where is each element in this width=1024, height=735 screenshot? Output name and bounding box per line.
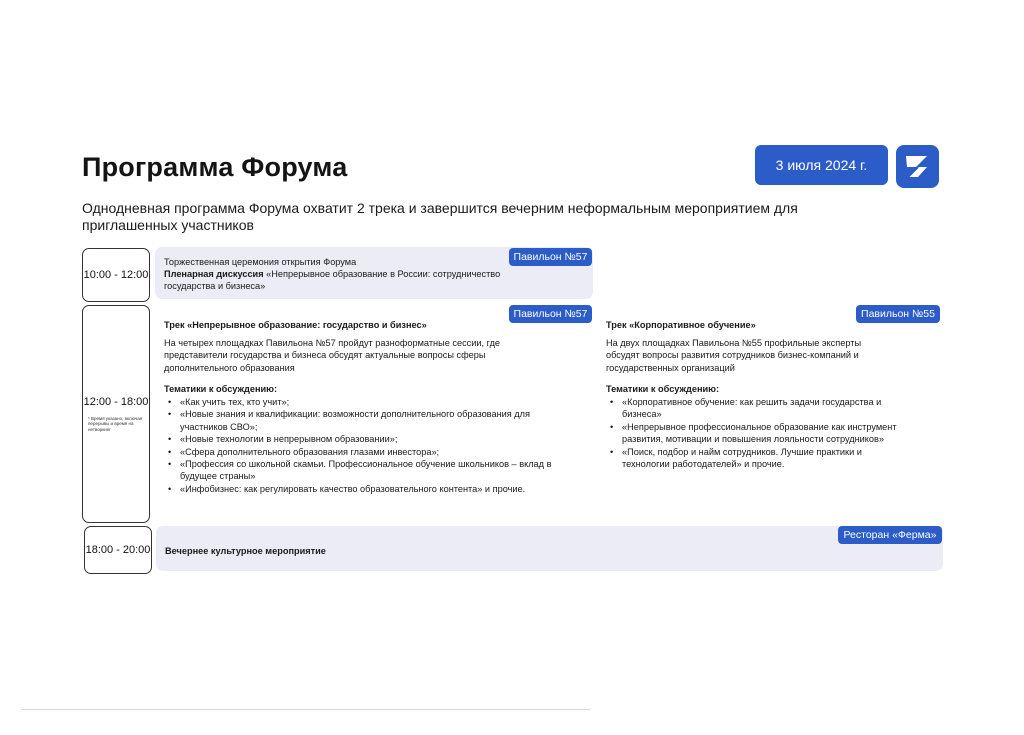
session-opening-plenary [164,268,554,293]
venue-tag: Павильон №57 [509,305,592,323]
track-left-title: Трек «Непрерывное образование: государство и бизнес» [164,320,427,330]
list-item: • «Как учить тех, кто учит»; [164,396,564,408]
track-left-topics [164,396,564,495]
track-right-title: Трек «Корпоративное обучение» [606,320,756,330]
track-right-description: На двух площадках Павильона №55 профильные эксперты обсудят вопросы развития сотрудников бизнес-компаний и государственных организаций [606,338,862,373]
plenary-label: Пленарная дискуссия [164,269,264,279]
venue-tag: Павильон №55 [856,305,940,323]
venue-tag: Ресторан «Ферма» [838,526,942,544]
date-badge: 3 июля 2024 г. [755,145,888,185]
list-item: • «Непрерывное профессиональное образование как инструмент развития, мотивации и повышения лояльности сотрудников» [606,421,906,446]
plenary-text: «Непрерывное образование в России: сотрудничество государства и бизнеса» [164,269,501,292]
track-right-topics-heading: Тематики к обсуждению: [606,384,720,394]
time-slot-tracks [82,305,150,523]
page-title: Программа Форума [82,152,348,182]
time-note: * Время указано, включая перерывы и время на нетворкинг [88,415,143,432]
session-evening-title: Вечернее культурное мероприятие [165,546,326,556]
track-right-topics [606,396,906,470]
list-item: • «Новые знания и квалификации: возможности дополнительного образования для участников СВО»; [164,408,564,433]
list-item: • «Корпоративное обучение: как решить задачи государства и бизнеса» [606,396,906,421]
track-left-topics-heading: Тематики к обсуждению: [164,384,278,394]
session-opening-line: Торжественная церемония открытия Форума [164,257,357,267]
page-subtitle: Однодневная программа Форума охватит 2 трека и завершится вечерним неформальным мероприятием для приглашенных участников [82,200,798,233]
track-left-description: На четырех площадках Павильона №57 пройдут разноформатные сессии, где представители государства и бизнеса обсудят актуальные вопросы сферы дополнительного образования [164,338,501,373]
venue-tag: Павильон №57 [509,248,592,266]
list-item: • «Сфера дополнительного образования глазами инвестора»; [164,446,564,458]
list-item: • «Профессия со школьной скамьи. Профессиональное обучение школьников – вклад в будущее страны» [164,458,564,483]
list-item: • «Поиск, подбор и найм сотрудников. Лучшие практики и технологии работодателей» и прочие. [606,446,906,471]
brand-logo-icon [896,145,939,188]
time-label: 10:00 - 12:00 [83,269,149,281]
list-item: • «Инфобизнес: как регулировать качество образовательного контента» и прочие. [164,483,564,495]
time-slot-opening [82,248,150,302]
time-label: 18:00 - 20:00 [85,544,151,556]
time-label: 12:00 - 18:00 [83,395,149,408]
footer-divider [22,709,590,710]
list-item: • «Новые технологии в непрерывном образовании»; [164,433,564,445]
time-slot-evening [84,526,152,574]
